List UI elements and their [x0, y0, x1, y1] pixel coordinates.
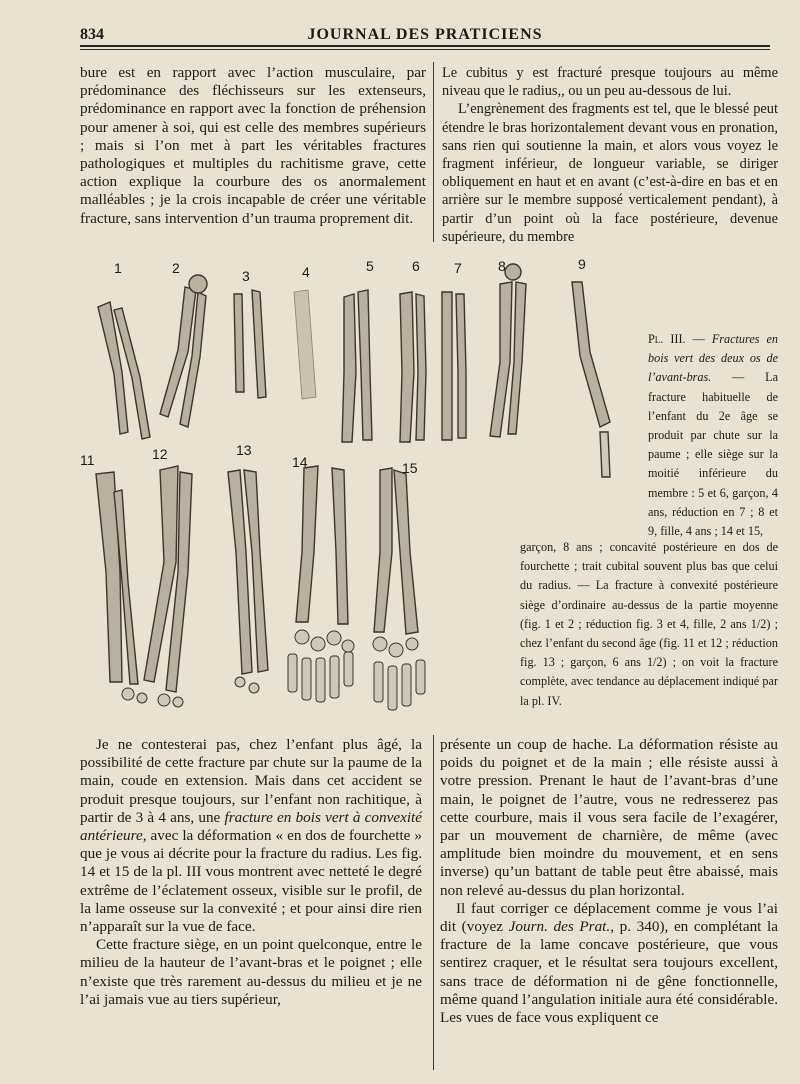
bone-fig-15	[374, 468, 392, 632]
paragraph: Il faut corriger ce déplacement comme je vous l’ai dit (voyez Journ. des Prat., p. 340), en complétant la fracture de la lame concave postérieure, que vous sentirez craquer, et le résultat sera toujours excellent, sans trace de déformation ni de gêne fonctionnelle, même quand l’angulation initiale aura été considérable. Les vues de face vous expliquent ce	[440, 899, 778, 1027]
bone-fig-5	[342, 294, 356, 442]
bone-fig-14	[296, 466, 318, 622]
plate-caption	[648, 330, 778, 541]
figure-label: 3	[242, 268, 250, 284]
bone-fig-7b	[456, 294, 466, 438]
bone-fig-15b	[394, 470, 418, 634]
page-header	[80, 20, 770, 46]
journal-citation: Journ. des Prat.	[508, 918, 611, 936]
top-right-column	[442, 64, 778, 246]
figure-label: 11	[80, 452, 95, 468]
figure-label: 13	[236, 442, 252, 458]
caption-text: garçon, 8 ans ; concavité postérieure en dos de fourchette ; trait cubital souvent plus bas que celui du radius. — La fracture à convexité postérieure siège d’ordinaire au-dessus de la partie moyenne (fig. 1 et 2 ; réduction fig. 3 et 4, fille, 2 ans 1/2) ; chez l’enfant du second âge (fig. 11 et 12 ; réduction fig. 13 ; garçon, 6 ans 1/2) ; on voit la fracture complète, avec tendance au déplacement indiqué par la pl. IV.	[520, 540, 778, 708]
caption-lead: Pl. III. —	[648, 332, 705, 346]
bone-fig-7	[442, 292, 452, 440]
bone-fig-8	[490, 282, 512, 437]
bone-fig-14b	[332, 468, 348, 624]
paragraph: Cette fracture siège, en un point quelconque, entre le milieu de la hauteur de l’avant-bras et le poignet ; elle n’existe que très rarement au-dessus du milieu et je ne l’ai jamais vue au tiers supérieur,	[80, 936, 422, 1008]
bone-fig-8-head	[505, 264, 521, 280]
plate-caption-continued	[520, 538, 778, 711]
bottom-left-column	[80, 736, 422, 1009]
paragraph: L’engrènement des fragments est tel, que le blessé peut étendre le bras horizontalement devant vous en pronation, sans rien qui soutienne la main, et alors vous voyez le fragment inférieur, de longueur variable, se diriger obliquement en haut et en avant (c’est-à-dire en bas et en arrière sur le membre supposé verticalement pendant), à partir d’un point où la face postérieure, devenue supérieure, du membre	[442, 101, 778, 245]
bone-fig-6	[400, 292, 414, 442]
bone-fig-3b	[252, 290, 266, 398]
figure-label: 5	[366, 258, 374, 274]
bone-fig-4	[294, 290, 316, 399]
figure-label: 14	[292, 454, 308, 470]
figure-label: 1	[114, 260, 122, 276]
header-rule-thin	[80, 49, 770, 50]
paragraph: présente un coup de hache. La déformation résiste au poids du poignet et de la main ; elle résiste aussi à votre pression. Prenant le haut de l’avant-bras d’une main, le poignet de l’autre, vous ne redresserez pas cette courbure, mais il vous sera facile de l’exagérer, par un mouvement de charnière, de même (avec amplitude bien moindre du mouvement, et en sens inverse) qu’un battant de table peut être abaissé, mais non relevé au-dessus du plan horizontal.	[440, 736, 778, 899]
paragraph: Le cubitus y est fracturé presque toujours au même niveau que le radius,, ou un peu au-dessous de lui.	[442, 65, 778, 100]
figure-label: 15	[402, 460, 418, 476]
paragraph: Je ne contesterai pas, chez l’enfant plus âgé, la possibilité de cette fracture par chute sur la paume de la main, coude en extension. Mais dans cet accident se produit presque toujours, sur l’enfant non rachitique, à partir de 3 à 4 ans, une fracture en bois vert à convexité antérieure, avec la déformation « en dos de fourchette » que je vous ai décrite pour la fracture du radius. Les fig. 14 et 15 de la pl. III vous montrent avec netteté le degré extrême de l’éclatement osseux, visible sur le profil, de la lame osseuse sur la convexité ; et pour ainsi dire rien n’apparaît sur la vue de face.	[80, 736, 423, 936]
caption-text: — La fracture habituelle de l’enfant du 2e âge se produit par chute sur la paume ; elle siège sur la moitié inférieure du membre : 5 et 6, garçon, 4 ans, réduction en 7 ; 8 et 9, fille, 4 ans ; 14 et 15,	[648, 370, 779, 539]
bone-fig-9-carpal	[600, 432, 610, 477]
bone-fig-9	[572, 282, 610, 427]
figure-label: 8	[498, 258, 506, 274]
figure-label: 6	[412, 258, 420, 274]
column-divider	[433, 62, 434, 242]
top-left-column	[80, 64, 426, 228]
running-title: JOURNAL DES PRATICIENS	[307, 26, 543, 43]
bottom-right-column	[440, 736, 778, 1027]
figure-label: 2	[172, 260, 180, 276]
column-divider	[433, 735, 434, 1070]
bone-fig-5b	[358, 290, 372, 440]
bone-fig-6b	[416, 294, 426, 440]
bone-fig-2-head	[189, 275, 207, 293]
caption-title: Fractures en bois vert des deux os de l’avant-bras.	[648, 332, 779, 385]
figure-label: 9	[578, 256, 586, 272]
figure-label: 12	[152, 446, 168, 462]
paragraph: bure est en rapport avec l’action musculaire, par prédominance des fléchisseurs sur les extenseurs, prédominance en rapport avec la fonction de préhension pour amener à soi, qui est celle des membres supérieurs ; mais si l’on met à part les véritables fractures pathologiques et multiples du rachitisme grave, cette action explique la courbure des os anormalement malléables ; je la crois incapable de créer une véritable fracture, sans intervention d’un trauma proprement dit.	[80, 64, 426, 227]
bone-fig-3	[234, 294, 244, 392]
figure-label: 4	[302, 264, 310, 280]
page-number: 834	[80, 26, 104, 43]
italic-term: fracture en bois vert à convexité antérieure	[80, 808, 423, 845]
header-rule	[80, 45, 770, 47]
figure-label: 7	[454, 260, 462, 276]
